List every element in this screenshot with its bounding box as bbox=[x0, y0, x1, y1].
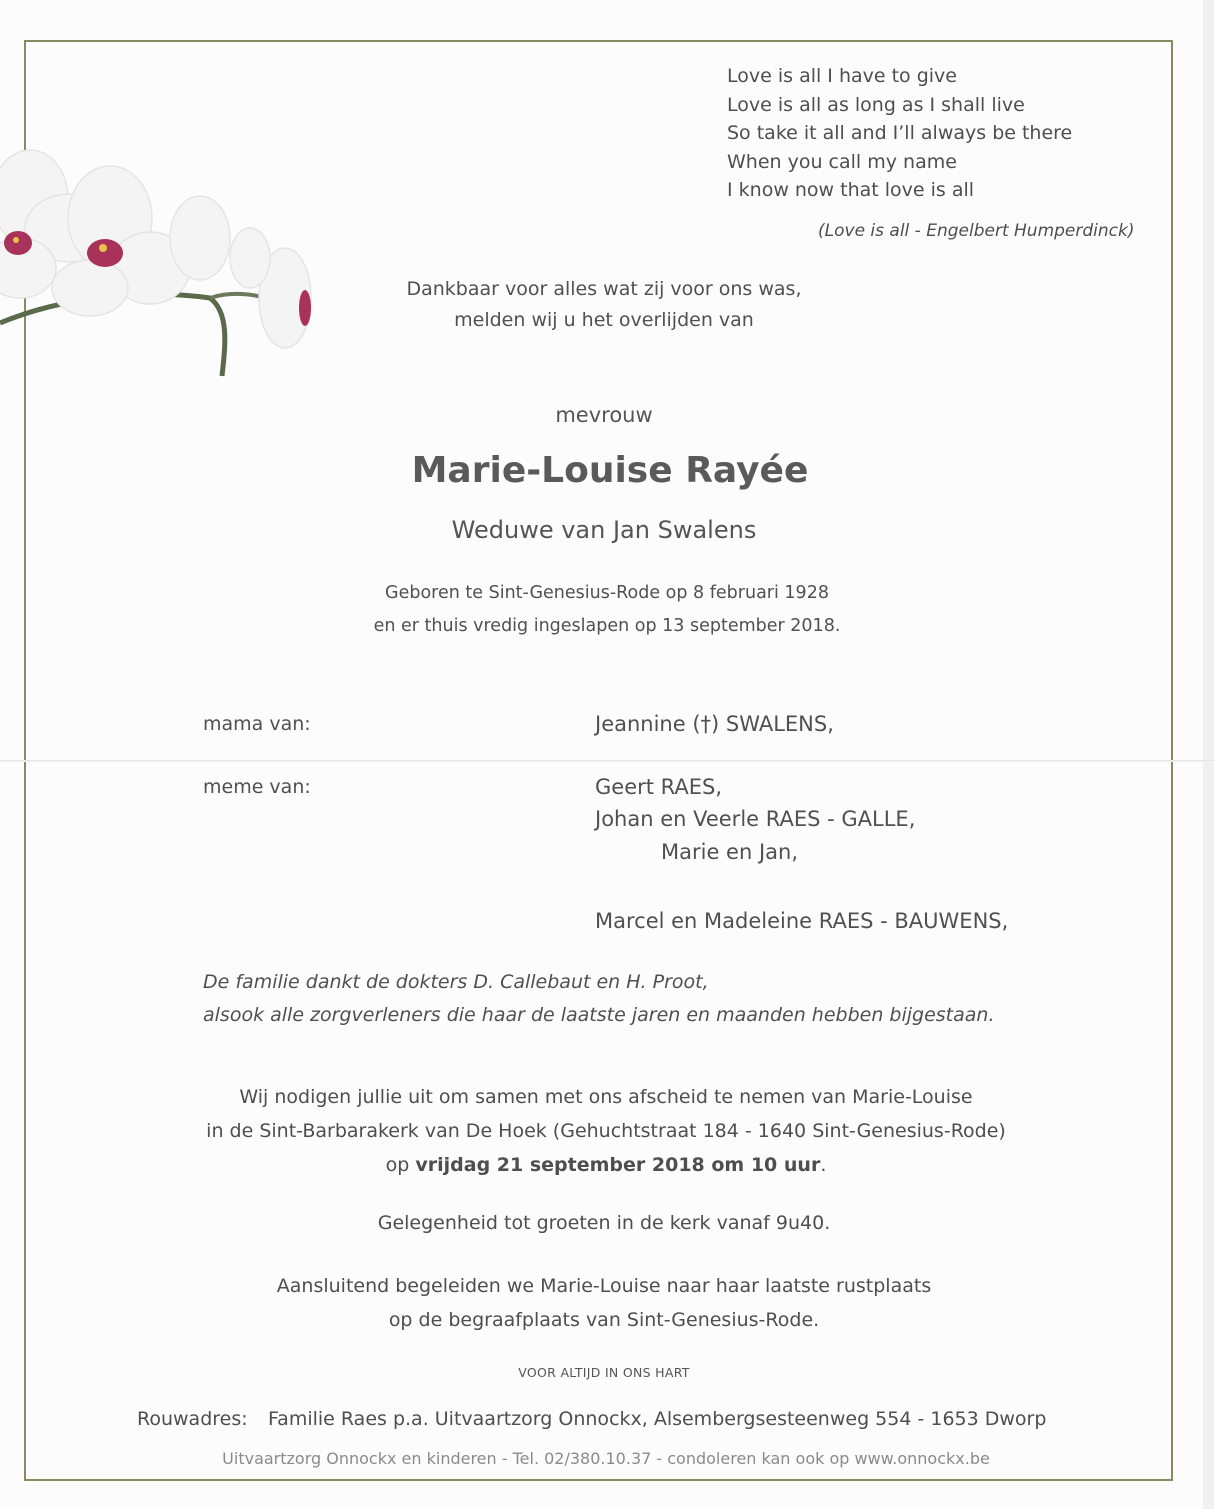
great-grandchild-line: Marie en Jan, bbox=[661, 840, 799, 864]
poem-line: When you call my name bbox=[727, 150, 957, 173]
date-suffix: . bbox=[820, 1154, 827, 1176]
ceremony-date-line bbox=[206, 1148, 1006, 1182]
address-value: Familie Raes p.a. Uitvaartzorg Onnockx, Alsembergsesteenweg 554 - 1653 Dworp bbox=[268, 1408, 1047, 1430]
fold-line bbox=[0, 760, 1214, 762]
grandchild-line: Johan en Veerle RAES - GALLE, bbox=[595, 807, 916, 831]
thanks-line: alsook alle zorgverleners die haar de laatste jaren en maanden hebben bijgestaan. bbox=[203, 1004, 995, 1026]
poem-line: So take it all and I’ll always be there bbox=[727, 122, 1073, 144]
poem bbox=[727, 62, 1072, 205]
poem-line: Love is all I have to give bbox=[727, 65, 957, 87]
footer-text: Uitvaartzorg Onnockx en kinderen - Tel. 02/380.10.37 - condoleren kan ook op www.onnockx.be bbox=[222, 1449, 990, 1468]
burial-text bbox=[277, 1269, 931, 1337]
intro-line: melden wij u het overlijden van bbox=[454, 309, 754, 331]
burial-line: op de begraafplaats van Sint-Genesius-Rode. bbox=[388, 1309, 820, 1331]
intro-line: Dankbaar voor alles wat zij voor ons was, bbox=[406, 278, 802, 300]
poem-credit: (Love is all - Engelbert Humperdinck) bbox=[818, 221, 1135, 241]
poem-line: Love is all as long as I shall live bbox=[727, 93, 1025, 116]
grandchild-line: Geert RAES, bbox=[595, 775, 723, 799]
honorific: mevrouw bbox=[555, 403, 653, 427]
ceremony-invitation bbox=[206, 1080, 1006, 1182]
meme-label: meme van: bbox=[203, 776, 311, 798]
thanks-text bbox=[203, 966, 995, 1032]
grandchild-line: Marcel en Madeleine RAES - BAUWENS, bbox=[595, 909, 1009, 933]
burial-line: Aansluitend begeleiden we Marie-Louise naar haar laatste rustplaats bbox=[276, 1275, 932, 1297]
ceremony-line: Wij nodigen jullie uit om samen met ons afscheid te nemen van Marie-Louise bbox=[239, 1086, 973, 1108]
deceased-name: Marie-Louise Rayée bbox=[411, 450, 809, 491]
address-label: Rouwadres: bbox=[137, 1408, 248, 1430]
greeting-line: Gelegenheid tot groeten in de kerk vanaf 9u40. bbox=[377, 1212, 831, 1234]
birth-line: Geboren te Sint-Genesius-Rode op 8 februari 1928 bbox=[385, 583, 829, 603]
poem-line: I know now that love is all bbox=[727, 179, 975, 201]
ceremony-date: vrijdag 21 september 2018 om 10 uur bbox=[415, 1154, 821, 1176]
life-dates bbox=[374, 577, 841, 643]
mama-label: mama van: bbox=[203, 713, 311, 735]
ceremony-line: in de Sint-Barbarakerk van De Hoek (Gehuchtstraat 184 - 1640 Sint-Genesius-Rode) bbox=[206, 1120, 1006, 1142]
orchid-illustration bbox=[0, 148, 340, 388]
death-line: en er thuis vredig ingeslapen op 13 september 2018. bbox=[373, 616, 841, 636]
paper-edge bbox=[1203, 0, 1214, 1509]
intro-text bbox=[406, 274, 801, 336]
spouse-line: Weduwe van Jan Swalens bbox=[451, 516, 757, 544]
thanks-line: De familie dankt de dokters D. Callebaut en H. Proot, bbox=[203, 971, 709, 993]
closing-text: VOOR ALTIJD IN ONS HART bbox=[518, 1365, 690, 1380]
date-prefix: op bbox=[385, 1154, 416, 1176]
mama-value: Jeannine (†) SWALENS, bbox=[595, 712, 834, 736]
